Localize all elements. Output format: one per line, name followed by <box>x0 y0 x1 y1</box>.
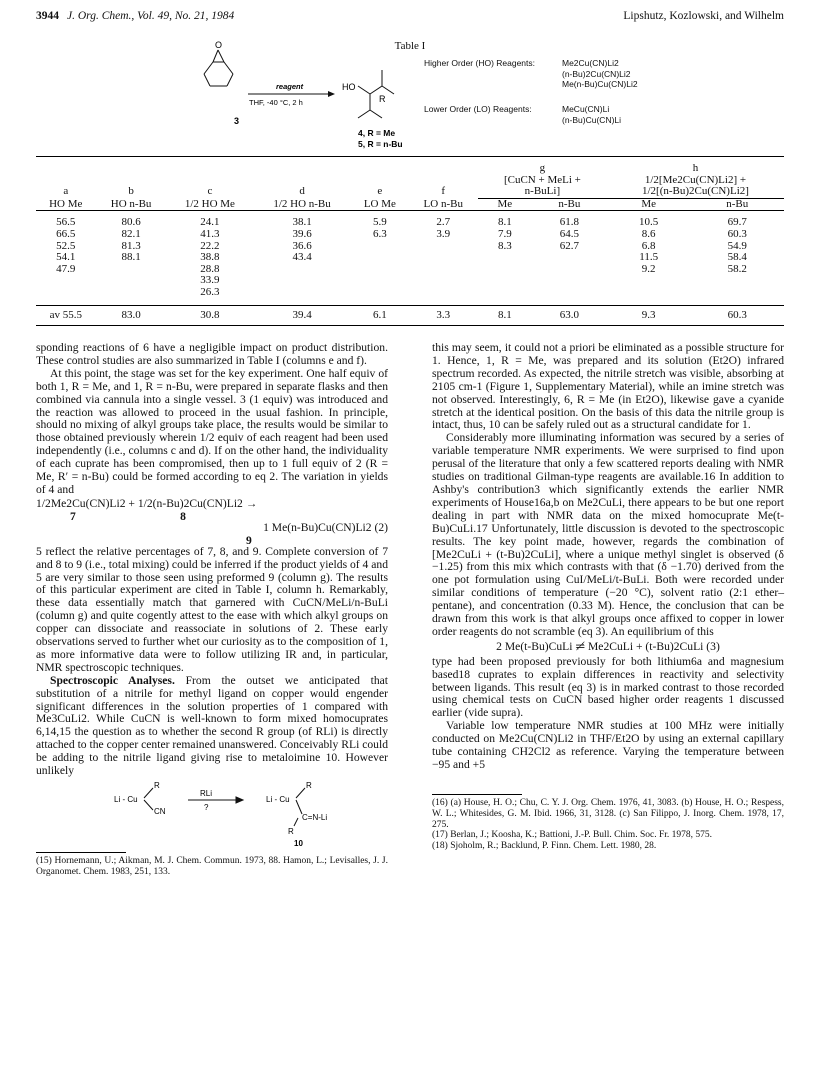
col-header: 1/2 HO n-Bu <box>253 198 351 211</box>
average-cell: 6.1 <box>351 305 409 326</box>
table-cell: 64.5 <box>559 227 579 240</box>
table-cell: 9.2 <box>641 262 656 275</box>
col-letter-f: f <box>441 185 446 198</box>
table-cell <box>478 275 532 287</box>
table-cell: 5.9 <box>372 216 387 229</box>
struct-r-3: R <box>288 827 294 836</box>
table-cell: 52.5 <box>56 239 76 252</box>
table-cell <box>478 264 532 276</box>
table-cell <box>253 275 351 287</box>
average-cell: 9.3 <box>607 305 691 326</box>
metaloimine-scheme <box>36 778 388 848</box>
table-cell: 62.7 <box>559 239 579 252</box>
table-cell <box>351 241 409 253</box>
table-cell: 69.7 <box>727 216 747 229</box>
table-body <box>36 217 784 298</box>
table-cell: 58.4 <box>727 251 747 264</box>
ho-list <box>562 58 638 90</box>
conditions-label: THF, -40 °C, 2 h <box>249 98 303 107</box>
table-cell <box>478 252 532 264</box>
table-cell <box>96 275 167 287</box>
col-header: n-Bu <box>690 198 784 211</box>
lo-label: Lower Order (LO) Reagents: <box>424 104 532 114</box>
table-cell: 88.1 <box>121 251 141 264</box>
paragraph: Spectroscopic Analyses. From the outset we anticipated that substitution of a nitrile for methyl ligand on copper would engender significant differences in the solution properties of 1 compared with Me3CuLi2. While CuCN is well-known to form mixed homocuprates 6,14,15 the question as to whether the second R group (of RLi) is directly attached to the copper center remained unanswered. Conceivably RLi could be adding to the nitrile ligand giving rise to metaloimine 10. However unlikely <box>36 673 389 778</box>
average-cell: 63.0 <box>532 305 607 326</box>
section-heading: Spectroscopic Analyses. <box>50 673 175 687</box>
paragraph: At this point, the stage was set for the key experiment. One half equiv of both 1, R = Me, and 1, R = n-Bu, were prepared in separate flasks and then combined via cannula into a single vessel. 3 (1 equiv) was introduced and the reaction was allowed to proceed in the usual fashion. In principle, should no mixing of alkyl groups take place, the results would be similar to those obtained previously wherein 1/2 equiv of each reagent had been used independently (i.e., columns c and d). If on the other hand, the individuality of each cuprate has been compromised, then up to 1 full equiv of 2 (R = Me, R′ = n-Bu) could be formed according to eq 2. The variation in yields of 4 and <box>36 366 388 496</box>
table-cell <box>351 252 409 264</box>
table-cell <box>351 275 409 287</box>
epoxide-structure <box>204 50 233 86</box>
table-cell: 8.1 <box>497 216 512 229</box>
left-column <box>36 342 388 878</box>
table-cell: 33.9 <box>200 274 220 287</box>
paragraph: Variable low temperature NMR studies at 100 MHz were initially conducted on Me2Cu(CN)Li2 in THF/Et2O by using an external capillary tube containing CH2Cl2 as reference. Varying the temperature between −95 and +5 <box>432 719 784 771</box>
footnote-18: (18) Sjoholm, R.; Backlund, P. Finn. Chem. Lett. 1980, 28. <box>432 841 657 852</box>
paragraph: type had been proposed previously for both lithium6a and magnesium based18 cuprates to explain differences in reactivity and selectivity between ligands. This result (eq 3) is in marked contrast to those recorded using chemical tests on CuCN based higher order reagents 1 discussed earlier (vide supra). <box>432 654 784 720</box>
table-cell <box>690 287 784 299</box>
col-header: HO Me <box>36 198 96 211</box>
product-r: R <box>379 94 386 104</box>
table-title: Table I <box>394 40 426 52</box>
table-cell <box>253 264 351 276</box>
header-left <box>36 10 234 22</box>
table-cell: 2.7 <box>436 216 451 229</box>
col-letter-a: a <box>63 185 69 198</box>
group-g-line2: n-BuLi] <box>478 186 607 198</box>
table-cell: 6.3 <box>372 227 387 240</box>
reaction-scheme <box>36 36 784 156</box>
table-cell <box>532 264 607 276</box>
table-cell: 7.9 <box>497 227 512 240</box>
col-header: LO n-Bu <box>409 198 478 211</box>
paragraph: sponding reactions of 6 have a negligible impact on product distribution. These control studies are also summarized in Table I (columns e and f). <box>36 341 388 367</box>
col-letter-c: c <box>207 185 213 198</box>
table-cell <box>96 264 167 276</box>
paragraph: 5 reflect the relative percentages of 7, 8, and 9. Complete conversion of 7 and 8 to 9 (i.e., total mixing) could be inferred if the product yields of 4 and 5 are very similar to those seen using preformed 9 (column g). The results of this particular experiment are cited in Table I, column h. Remarkably, these data essentially match that garnered with CuCN/MeLi/n-BuLi (column g) and quite cogently attest to the ease with which alkyl groups on copper can dissociate and reassociate in solutions of 2. These early observations served to further whet our curiosity as to the composition of 1, as more informative data were to follow utilizing IR and, in particular, NMR spectroscopic techniques. <box>36 544 388 674</box>
col-header: n-Bu <box>532 198 607 211</box>
table-cell: 82.1 <box>121 227 141 240</box>
table-row <box>36 264 784 276</box>
table-cell <box>409 287 478 299</box>
substrate-number: 3 <box>234 116 240 126</box>
table-average-row <box>36 305 784 326</box>
average-cell: av 55.5 <box>36 305 96 326</box>
table-cell <box>351 287 409 299</box>
table-cell: 3.9 <box>436 227 451 240</box>
table-cell <box>478 287 532 299</box>
yield-table <box>36 156 784 326</box>
table-cell <box>409 252 478 264</box>
col-header: LO Me <box>351 198 409 211</box>
table-row <box>36 287 784 299</box>
table-row <box>36 275 784 287</box>
table-cell: 39.6 <box>292 227 312 240</box>
struct-left: Li - Cu <box>114 795 138 804</box>
average-cell: 30.8 <box>167 305 253 326</box>
table-letter-row <box>36 186 784 198</box>
table-cell: 41.3 <box>200 227 220 240</box>
table-cell <box>532 252 607 264</box>
table-cell <box>690 275 784 287</box>
table-cell <box>36 287 96 299</box>
table-row <box>36 229 784 241</box>
equation-2-line2: 1 Me(n-Bu)Cu(CN)Li2 (2) <box>263 520 388 534</box>
footnote-17: (17) Berlan, J.; Koosha, K.; Battioni, J.-P. Bull. Chim. Soc. Fr. 1978, 575. <box>432 830 712 841</box>
table-cell: 80.6 <box>121 216 141 229</box>
table-cell: 38.1 <box>292 216 312 229</box>
col-letter-e: e <box>377 185 383 198</box>
table-cell: 6.8 <box>641 239 656 252</box>
lo-list <box>562 104 621 125</box>
table-cell: 8.3 <box>497 239 512 252</box>
scheme-drawing <box>36 36 403 156</box>
table-cell: 54.9 <box>727 239 747 252</box>
product-4: 4, R = Me <box>358 128 396 138</box>
struct-imine: C=N-Li <box>302 813 328 822</box>
ho-reagent-1: Me2Cu(CN)Li2 <box>562 58 619 68</box>
table-cell: 81.3 <box>121 239 141 252</box>
average-cell: 39.4 <box>253 305 351 326</box>
struct-question: ? <box>204 803 209 812</box>
epoxide-oxygen: O <box>215 40 223 50</box>
table-cell: 60.3 <box>727 227 747 240</box>
group-g-letter: g <box>539 162 546 174</box>
table-cell <box>532 275 607 287</box>
table-cell: 38.8 <box>200 251 220 264</box>
table-cell <box>253 287 351 299</box>
paragraph: Considerably more illuminating information was secured by a series of variable temperature NMR experiments. We were surprised to find upon perusal of the literature that only a few scattered reports dealing with NMR studies on traditional Gilman-type reagents are available.16 In addition to Ashby's contribution3 which significantly extends the earlier NMR experiments of House16a,b on Me2CuLi, there appears to be but one report dealing in part with NMR data on the mixed homocuprate Me(t-Bu)CuLi.17 Unfortunately, little discussion is devoted to the spectroscopic results. The key point made, however, regards the combination of [Me2CuLi + (t-Bu)2CuLi], where a unique methyl singlet is observed (δ −1.25) from this mix which contrasts with that (δ −1.70) derived from the one pot formulation using CuI/MeLi/t-BuLi. Both were recorded under similar conditions of temperature (−20 °C), solvent ratio (2:1 ether–pentane), and concentration (0.33 M). Hence, the conclusion that can be drawn from this work is that alkyl groups once affixed to copper in lower order reagents do not scramble (eq 3). An equilibrium of this <box>432 431 784 638</box>
metaloimine-drawing <box>36 778 388 848</box>
table-cell: 36.6 <box>292 239 312 252</box>
struct-r-1: R <box>154 781 160 790</box>
table-cell: 10.5 <box>639 216 659 229</box>
average-cell: 3.3 <box>409 305 478 326</box>
ho-label: Higher Order (HO) Reagents: <box>424 58 536 68</box>
equation-2-labels: 7 8 <box>70 509 186 523</box>
table-cell: 24.1 <box>200 216 220 229</box>
table-cell: 28.8 <box>200 262 220 275</box>
footnote-rule <box>432 794 522 795</box>
table-cell: 8.6 <box>641 227 656 240</box>
average-label: av <box>49 308 60 321</box>
product-structure <box>358 70 394 118</box>
table-cell <box>607 287 691 299</box>
struct-rli: RLi <box>200 789 213 798</box>
table-cell: 54.1 <box>56 251 76 264</box>
ho-reagent-2: (n-Bu)2Cu(CN)Li2 <box>562 68 631 79</box>
header-authors: Lipshutz, Kozlowski, and Wilhelm <box>623 10 784 22</box>
ho-reagent-3: Me(n-Bu)Cu(CN)Li2 <box>562 79 638 89</box>
table-cell <box>409 264 478 276</box>
arrowhead <box>328 91 335 97</box>
struct-r-2: R <box>306 781 312 790</box>
table-cell: 58.2 <box>727 262 747 275</box>
group-g-line1: [CuCN + MeLi + <box>503 173 581 186</box>
table-cell: 47.9 <box>56 262 76 275</box>
lo-reagent-1: MeCu(CN)Li <box>562 104 610 114</box>
group-h-line1: 1/2[Me2Cu(CN)Li2] + <box>644 173 747 186</box>
table-cell <box>532 287 607 299</box>
average-cell: 60.3 <box>690 305 784 326</box>
table-cell: 22.2 <box>200 239 220 252</box>
table-row <box>36 241 784 253</box>
footnote-rule <box>36 852 126 853</box>
equation-3: 2 Me(t-Bu)CuLi ⇌̸ Me2CuLi + (t-Bu)2CuLi (3) <box>496 639 720 653</box>
table-header-row <box>36 198 784 211</box>
table-cell: 11.5 <box>639 251 659 264</box>
product-5: 5, R = n-Bu <box>358 139 403 149</box>
col-header: Me <box>478 198 532 211</box>
table-group-row <box>36 163 784 175</box>
average-cell: 83.0 <box>96 305 167 326</box>
struct-cn: CN <box>154 807 166 816</box>
table-row <box>36 252 784 264</box>
running-header <box>36 10 784 28</box>
table-cell <box>96 287 167 299</box>
col-header: Me <box>607 198 691 211</box>
table-cell: 26.3 <box>200 285 220 298</box>
journal-citation: J. Org. Chem., Vol. 49, No. 21, 1984 <box>67 10 235 22</box>
col-letter-b: b <box>128 185 134 198</box>
table-cell: 43.4 <box>292 251 312 264</box>
table-cell: 61.8 <box>559 216 579 229</box>
table-cell <box>409 241 478 253</box>
table-cell: 56.5 <box>56 216 76 229</box>
col-header: HO n-Bu <box>96 198 167 211</box>
product-ho: HO <box>342 82 356 92</box>
table-cell: 66.5 <box>56 227 76 240</box>
average-cell: 8.1 <box>478 305 532 326</box>
footnote-16: (16) (a) House, H. O.; Chu, C. Y. J. Org. Chem. 1976, 41, 3083. (b) House, H. O.; Respess, W. L.; Whitesides, G. M. Ibid. 1966, 31, 3128. (c) San Filippo, J. Inorg. Chem. 1978, 17, 275. <box>432 797 784 830</box>
col-header: 1/2 HO Me <box>167 198 253 211</box>
equation-2-label9: 9 <box>246 533 252 547</box>
group-h-line2: 1/2[(n-Bu)2Cu(CN)Li2] <box>607 186 784 198</box>
table-row <box>36 217 784 229</box>
struct-number: 10 <box>294 839 303 848</box>
table-cell <box>607 275 691 287</box>
struct-right: Li - Cu <box>266 795 290 804</box>
page-number: 3944 <box>36 10 59 22</box>
paragraph: this may seem, it could not a priori be eliminated as a possible structure for 1. Hence, 1, R = Me, was prepared and its solution (Et2O) infrared spectrum recorded. As expected, the nitrile stretch was visible, absorbing at 2105 cm-1 (Figure 1, Supplementary Material), while an imine stretch was not observed. Interestingly, 6, R = Me (in Et2O), likewise gave a cyanide stretch at the identical position. On the basis of this data the nitrile group is intact, thus, 10 can be safely ruled out as a structural candidate for 1. <box>432 341 784 432</box>
lo-reagent-2: (n-Bu)Cu(CN)Li <box>562 114 622 125</box>
col-letter-d: d <box>299 185 305 198</box>
table-cell <box>351 264 409 276</box>
right-column <box>432 342 784 852</box>
footnote-15: (15) Hornemann, U.; Aikman, M. J. Chem. Commun. 1973, 88. Hamon, L.; Levisalles, J. J. Organomet. Chem. 1983, 251, 133. <box>36 856 388 877</box>
equation-2-line1: 1/2Me2Cu(CN)Li2 + 1/2(n-Bu)2Cu(CN)Li2 → <box>36 496 258 510</box>
group-h-letter: h <box>692 162 699 174</box>
table-cell <box>36 275 96 287</box>
table-cell <box>409 275 478 287</box>
reagent-label: reagent <box>276 82 304 91</box>
